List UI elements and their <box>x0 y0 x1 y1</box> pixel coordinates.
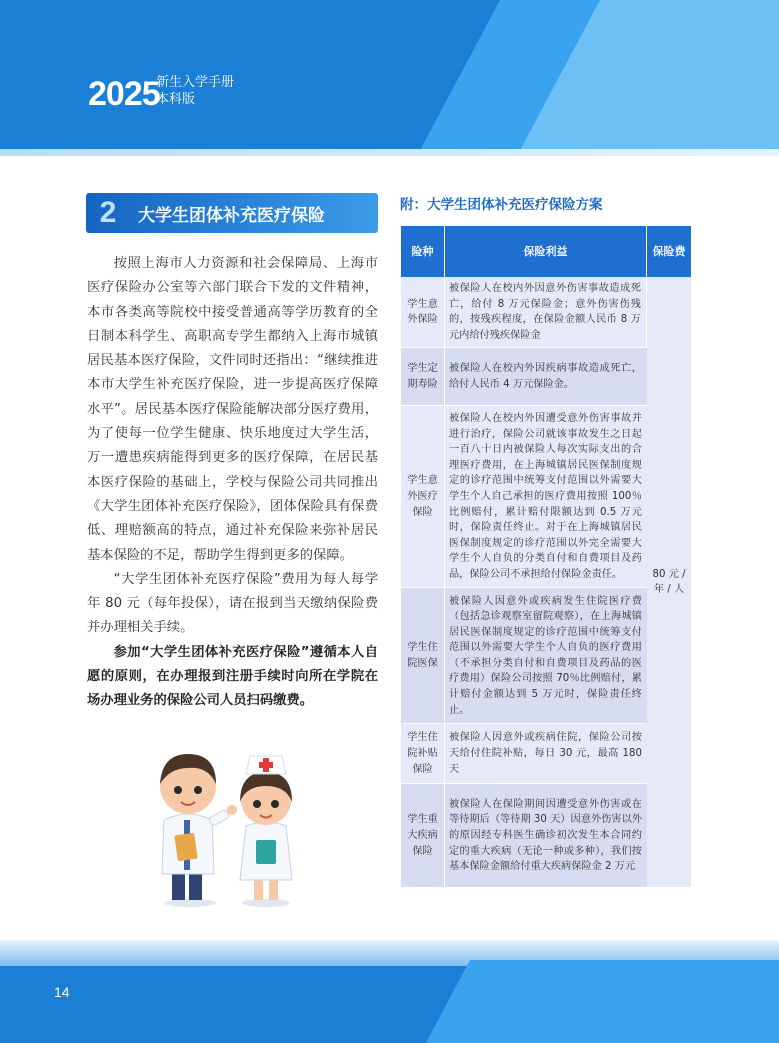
insurance-benefit: 被保险人在校内外因意外伤害事故造成死亡，给付 8 万元保险金；意外伤害伤残的，按残疾程度，在保险金额人民币 8 万元内给付残疾保险金 <box>445 277 647 348</box>
doctor-nurse-illustration <box>148 740 308 910</box>
insurance-benefit: 被保险人因意外或疾病发生住院医疗费（包括急诊观察室留院观察），在上海城镇居民医保制度规定的诊疗范围中统筹支付范围以外需要大学生个人自负的医疗费用（不承担分类自付和自费项目及药品的医疗费用）保险公司按照 70％比例赔付，累计赔付金额达到 5 万元时，保险责任终止。 <box>445 588 647 724</box>
insurance-type: 学生住院补贴保险 <box>401 724 445 784</box>
insurance-type: 学生住院医保 <box>401 588 445 724</box>
footer-decoration <box>406 960 779 1043</box>
insurance-type: 学生意外保险 <box>401 277 445 348</box>
column-header-benefit: 保险利益 <box>445 226 647 277</box>
insurance-plan-table <box>401 226 691 888</box>
page-header <box>0 0 779 152</box>
section-heading <box>86 193 378 233</box>
table-row <box>401 277 691 348</box>
insurance-fee: 80 元 / 年 / 人 <box>647 277 691 888</box>
nurse-figure <box>240 756 292 907</box>
insurance-benefit: 被保险人在校内外因疾病事故造成死亡，给付人民币 4 万元保险金。 <box>445 348 647 406</box>
insurance-benefit: 被保险人在校内外因遭受意外伤害事故并进行治疗，保险公司就该事故发生之日起一百八十日内被保险人每次实际支出的合理医疗费用，在上海城镇居民医保制度规定的诊疗范围中统筹支付范围以外需要大学生个人自己承担的医疗费用按照 100％比例赔付，累计赔付限额达到 0.5 万元时，保险责任终止。对于在上海城镇居民医保制度规定的诊疗范围以外完全需要大学生个人自负的分类自付和自费项目及药品，保险公司不承担给付保险金责任。 <box>445 406 647 588</box>
handbook-title: 新生入学手册 <box>156 75 235 90</box>
section-number: 2 <box>99 196 117 229</box>
section-title: 大学生团体补充医疗保险 <box>138 205 325 226</box>
table-header-row <box>401 226 691 277</box>
page-footer <box>0 940 779 1043</box>
handbook-edition: 本科版 <box>156 92 196 107</box>
insurance-benefit: 被保险人在保险期间因遭受意外伤害或在等待期后（等待期 30 天）因意外伤害以外的原因经专科医生确诊初次发生本合同约定的重大疾病（无论一种或多种），我们按基本保险金额给付重大疾病保险金 2 万元 <box>445 784 647 888</box>
column-header-type: 险种 <box>401 226 445 277</box>
handbook-year: 2025 <box>88 75 160 113</box>
page-number: 14 <box>54 984 70 1000</box>
handbook-subtitle <box>156 74 234 108</box>
insurance-type: 学生意外医疗保险 <box>401 406 445 588</box>
insurance-type: 学生定期寿险 <box>401 348 445 406</box>
section-body <box>87 252 378 714</box>
header-stripe <box>0 149 779 156</box>
body-paragraph-emphasis: 参加“大学生团体补充医疗保险”遵循本人自愿的原则，在办理报到注册手续时向所在学院在场办理业务的保险公司人员扫码缴费。 <box>87 644 378 709</box>
body-paragraph: 按照上海市人力资源和社会保障局、上海市医疗保险办公室等六部门联合下发的文件精神，本市各类高等院校中接受普通高等学历教育的全日制本科学生、高职高专学生都纳入上海市城镇居民基本医疗保险，文件同时还指出：“继续推进本市大学生补充医疗保险，进一步提高医疗保障水平”。居民基本医疗保险能解决部分医疗费用，为了使每一位学生健康、快乐地度过大学生活，万一遭患疾病能得到更多的医疗保障，在居民基本医疗保险的基础上，学校与保险公司共同推出《大学生团体补充医疗保险》，团体保险具有保费低、理赔额高的特点，通过补充保险来弥补居民基本保险的不足，帮助学生得到更多的保障。 <box>87 256 378 563</box>
insurance-benefit: 被保险人因意外或疾病住院，保险公司按天给付住院补贴，每日 30 元，最高 180 天 <box>445 724 647 784</box>
column-header-fee: 保险费 <box>647 226 691 277</box>
body-paragraph: “大学生团体补充医疗保险”费用为每人每学年 80 元（每年投保），请在报到当天缴纳保险费并办理相关手续。 <box>87 571 378 636</box>
insurance-type: 学生重大疾病保险 <box>401 784 445 888</box>
table-title: 附：大学生团体补充医疗保险方案 <box>400 197 603 213</box>
doctor-figure <box>160 754 237 907</box>
